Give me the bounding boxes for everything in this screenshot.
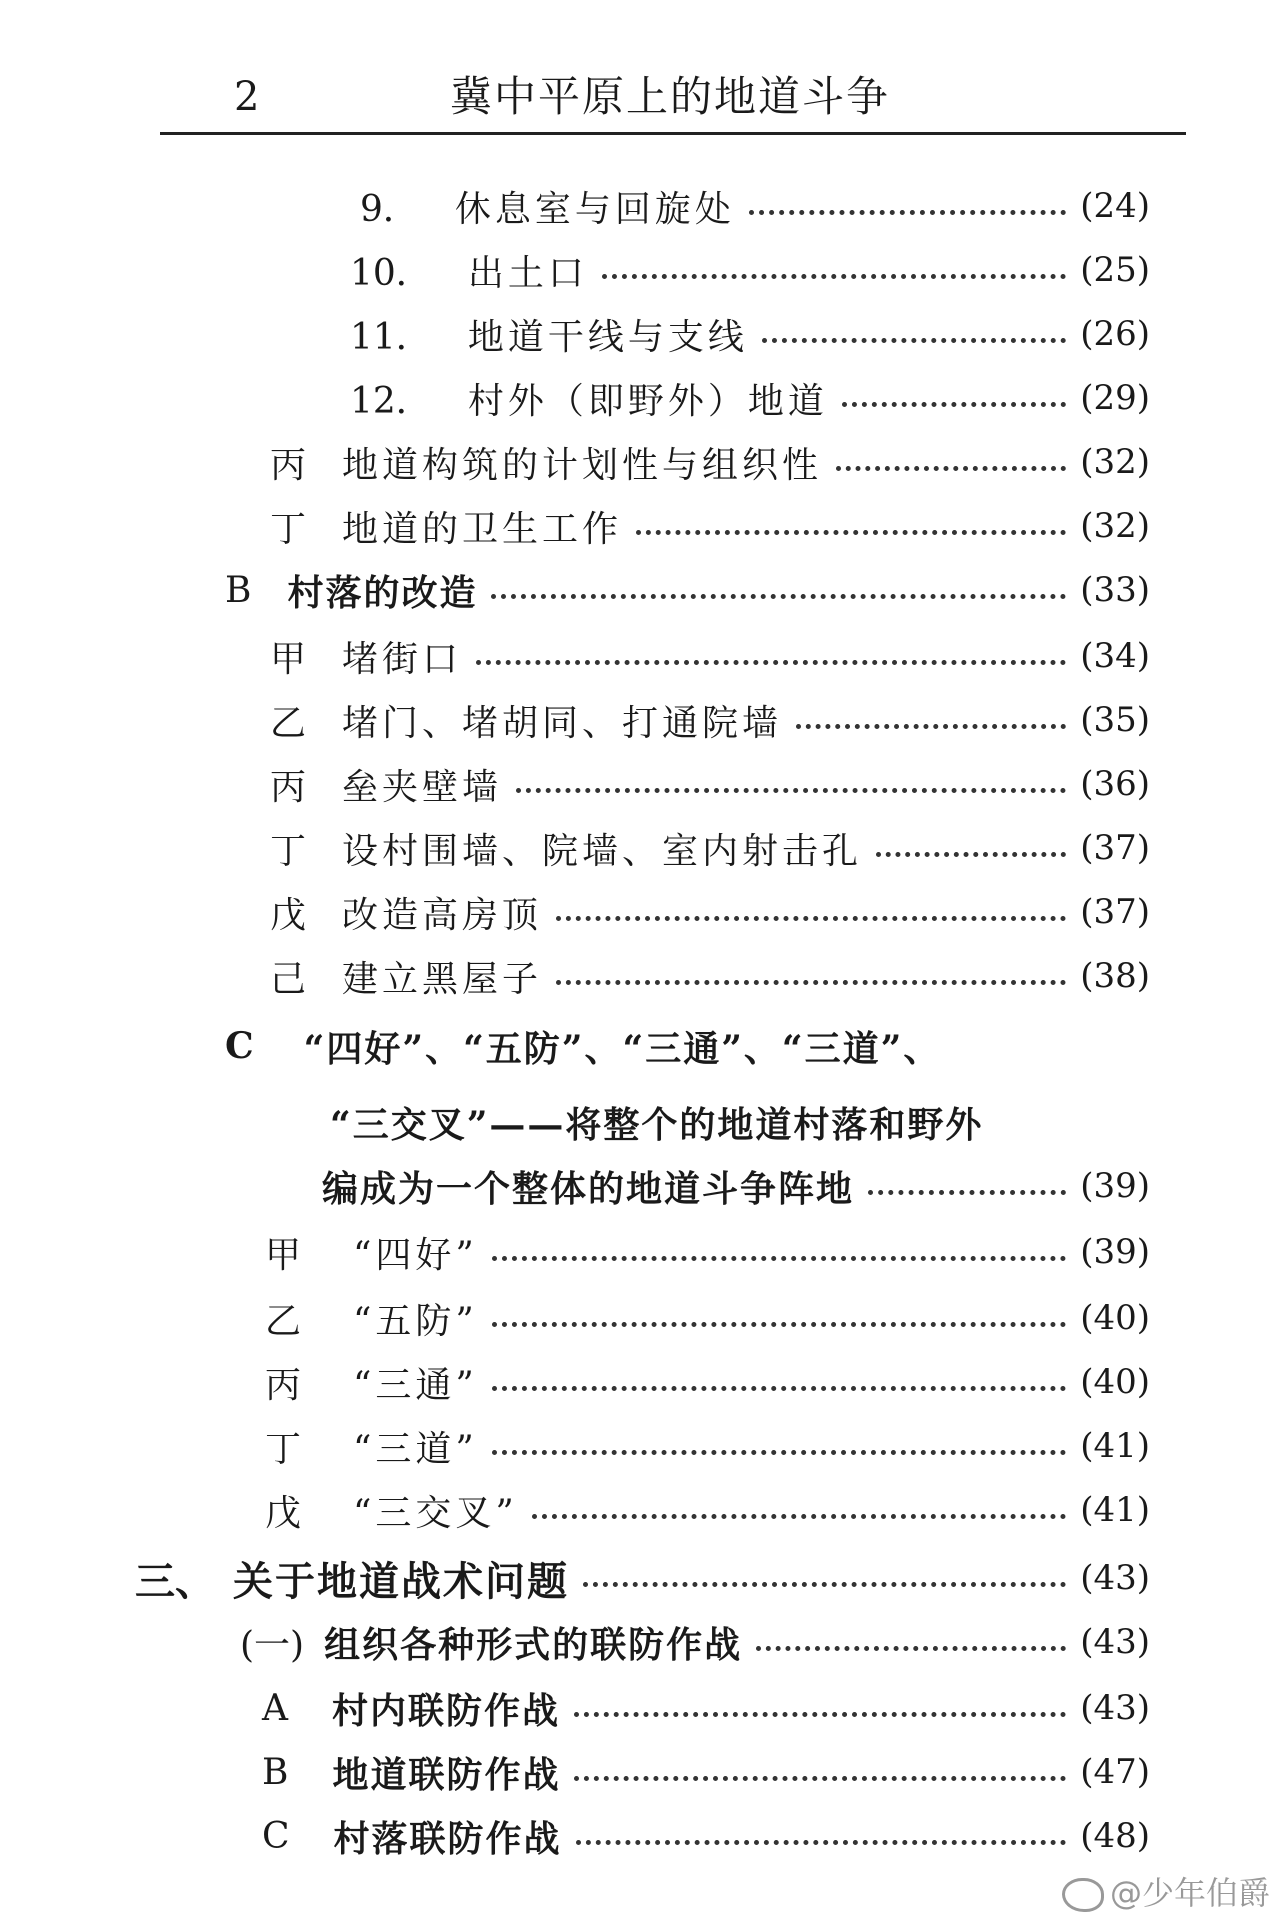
toc-entry[interactable] — [225, 562, 1150, 618]
toc-entry-page: (48) — [1080, 1816, 1150, 1856]
toc-entry-continuation[interactable] — [322, 1158, 1150, 1214]
toc-entry-label: 丙 — [270, 766, 307, 808]
toc-entry[interactable] — [350, 370, 1150, 426]
toc-entry-label: 三、 — [135, 1557, 215, 1605]
toc-entry-page: (33) — [1080, 570, 1150, 610]
dot-leader — [491, 594, 1066, 599]
toc-entry-label: 戊 — [265, 1492, 302, 1534]
toc-entry-text: 堵门、堵胡同、打通院墙 — [342, 702, 783, 744]
toc-entry-label: 9． — [360, 188, 419, 230]
toc-entry-label: 甲 — [270, 638, 307, 680]
toc-entry-page: (39) — [1080, 1166, 1150, 1206]
dot-leader — [636, 530, 1066, 535]
toc-entry-text: 出土口 — [467, 252, 588, 294]
dot-leader — [576, 1840, 1067, 1845]
toc-entry-text: “四好”、“五防”、“三通”、“三道”、 — [303, 1027, 942, 1070]
toc-entry-label: 乙 — [270, 702, 307, 744]
dot-leader — [574, 1712, 1066, 1717]
toc-entry-page: (39) — [1080, 1232, 1150, 1272]
toc-entry[interactable] — [240, 1614, 1150, 1670]
toc-entry-text: “三交叉” — [353, 1492, 518, 1534]
toc-entry[interactable] — [262, 1808, 1150, 1864]
dot-leader — [492, 1450, 1066, 1455]
toc-entry-label: B — [262, 1751, 289, 1793]
toc-entry-label: 甲 — [265, 1234, 302, 1276]
dot-leader — [868, 1190, 1066, 1195]
toc-entry-page: (26) — [1080, 314, 1150, 354]
toc-entry-text: “三通” — [353, 1364, 478, 1406]
dot-leader — [583, 1582, 1066, 1587]
toc-entry-text: 村落的改造 — [287, 571, 478, 614]
dot-leader — [876, 852, 1066, 857]
dot-leader — [602, 274, 1066, 279]
toc-entry-page: (37) — [1080, 828, 1150, 868]
page-title: 冀中平原上的地道斗争 — [450, 72, 891, 121]
page-number: 2 — [234, 74, 260, 120]
toc-entry-text: 建立黑屋子 — [342, 958, 543, 1000]
dot-leader — [556, 916, 1066, 921]
header-rule — [160, 132, 1186, 135]
toc-entry-text: 关于地道战术问题 — [233, 1557, 569, 1605]
toc-entry-text: 村外（即野外）地道 — [467, 380, 828, 422]
toc-entry-label: 己 — [270, 958, 307, 1000]
toc-entry-text: 地道的卫生工作 — [342, 508, 623, 550]
toc-entry-label: C — [262, 1815, 290, 1857]
toc-entry[interactable] — [262, 1744, 1150, 1800]
toc-entry-page: (37) — [1080, 892, 1150, 932]
toc-entry-text: 休息室与回旋处 — [454, 188, 735, 230]
toc-chapter[interactable] — [135, 1550, 1150, 1606]
toc-entry-label: 丙 — [270, 444, 307, 486]
toc-entry-multiline[interactable] — [225, 1018, 941, 1074]
toc-entry[interactable] — [265, 1418, 1150, 1474]
toc-entry-page: (36) — [1080, 764, 1150, 804]
toc-entry-text: 垒夹壁墙 — [342, 766, 503, 808]
dot-leader — [532, 1514, 1066, 1519]
dot-leader — [492, 1386, 1066, 1391]
toc-entry-text: 设村围墙、院墙、室内射击孔 — [342, 830, 863, 872]
toc-entry-page: (34) — [1080, 636, 1150, 676]
toc-entry-page: (41) — [1080, 1426, 1150, 1466]
dot-leader — [556, 980, 1066, 985]
toc-entry-text: “三道” — [353, 1428, 478, 1470]
dot-leader — [492, 1256, 1066, 1261]
toc-entry-label: 丙 — [265, 1364, 302, 1406]
toc-entry-label: (一) — [240, 1624, 305, 1666]
watermark-text: @少年伯爵 — [1109, 1874, 1270, 1912]
toc-entry-label: 10． — [350, 252, 432, 294]
toc-entry[interactable] — [350, 306, 1150, 362]
toc-entry[interactable] — [265, 1482, 1150, 1538]
toc-entry-page: (38) — [1080, 956, 1150, 996]
dot-leader — [842, 402, 1066, 407]
toc-entry[interactable] — [270, 498, 1150, 554]
toc-entry-page: (25) — [1080, 250, 1150, 290]
dot-leader — [836, 466, 1066, 471]
toc-entry-page: (40) — [1080, 1298, 1150, 1338]
toc-entry-page: (43) — [1080, 1558, 1150, 1598]
toc-entry[interactable] — [270, 756, 1150, 812]
dot-leader — [476, 660, 1066, 665]
toc-entry-page: (43) — [1080, 1622, 1150, 1662]
weibo-icon — [1062, 1878, 1104, 1912]
toc-entry-text: “三交叉”——将整个的地道村落和野外 — [330, 1103, 984, 1146]
toc-entry-text: “五防” — [353, 1300, 478, 1342]
toc-entry[interactable] — [265, 1224, 1150, 1280]
dot-leader — [762, 338, 1066, 343]
toc-entry-text: 编成为一个整体的地道斗争阵地 — [322, 1167, 855, 1210]
toc-entry-text: 堵街口 — [342, 638, 463, 680]
toc-entry[interactable] — [265, 1354, 1150, 1410]
toc-entry-label: 戊 — [270, 894, 307, 936]
toc-entry[interactable] — [270, 948, 1150, 1004]
toc-entry[interactable] — [270, 628, 1150, 684]
toc-entry-label: A — [262, 1687, 288, 1729]
toc-entry-text: “四好” — [353, 1234, 478, 1276]
toc-entry[interactable] — [360, 178, 1150, 234]
toc-entry-page: (32) — [1080, 442, 1150, 482]
toc-entry-page: (32) — [1080, 506, 1150, 546]
watermark — [1062, 1868, 1270, 1914]
toc-entry-continuation — [330, 1094, 983, 1150]
toc-entry-text: 地道构筑的计划性与组织性 — [342, 444, 823, 486]
toc-entry-label: 乙 — [265, 1300, 302, 1342]
toc-entry[interactable] — [262, 1680, 1150, 1736]
dot-leader — [796, 724, 1066, 729]
dot-leader — [749, 210, 1066, 215]
dot-leader — [574, 1776, 1066, 1781]
toc-entry-page: (47) — [1080, 1752, 1150, 1792]
dot-leader — [492, 1322, 1066, 1327]
toc-entry-label: B — [225, 569, 252, 611]
toc-entry-text: 地道联防作战 — [332, 1753, 561, 1796]
toc-entry-text: 村内联防作战 — [332, 1689, 561, 1732]
toc-entry-text: 改造高房顶 — [342, 894, 543, 936]
toc-entry[interactable] — [350, 242, 1150, 298]
toc-entry[interactable] — [270, 692, 1150, 748]
toc-entry-text: 村落联防作战 — [333, 1817, 562, 1860]
dot-leader — [756, 1646, 1066, 1651]
toc-entry-page: (43) — [1080, 1688, 1150, 1728]
toc-entry-text: 地道干线与支线 — [467, 316, 748, 358]
toc-entry-label: 11． — [350, 316, 432, 358]
toc-entry-label: 丁 — [265, 1428, 302, 1470]
toc-entry-page: (41) — [1080, 1490, 1150, 1530]
toc-entry-page: (24) — [1080, 186, 1150, 226]
toc-entry-label: C — [225, 1025, 256, 1067]
toc-entry-label: 丁 — [270, 508, 307, 550]
toc-entry-page: (35) — [1080, 700, 1150, 740]
toc-entry-label: 丁 — [270, 830, 307, 872]
toc-entry[interactable] — [265, 1290, 1150, 1346]
toc-entry-page: (40) — [1080, 1362, 1150, 1402]
toc-entry-page: (29) — [1080, 378, 1150, 418]
toc-entry-text: 组织各种形式的联防作战 — [324, 1623, 743, 1666]
toc-entry-label: 12． — [350, 380, 432, 422]
toc-entry[interactable] — [270, 434, 1150, 490]
toc-entry[interactable] — [270, 820, 1150, 876]
toc-entry[interactable] — [270, 884, 1150, 940]
dot-leader — [516, 788, 1066, 793]
